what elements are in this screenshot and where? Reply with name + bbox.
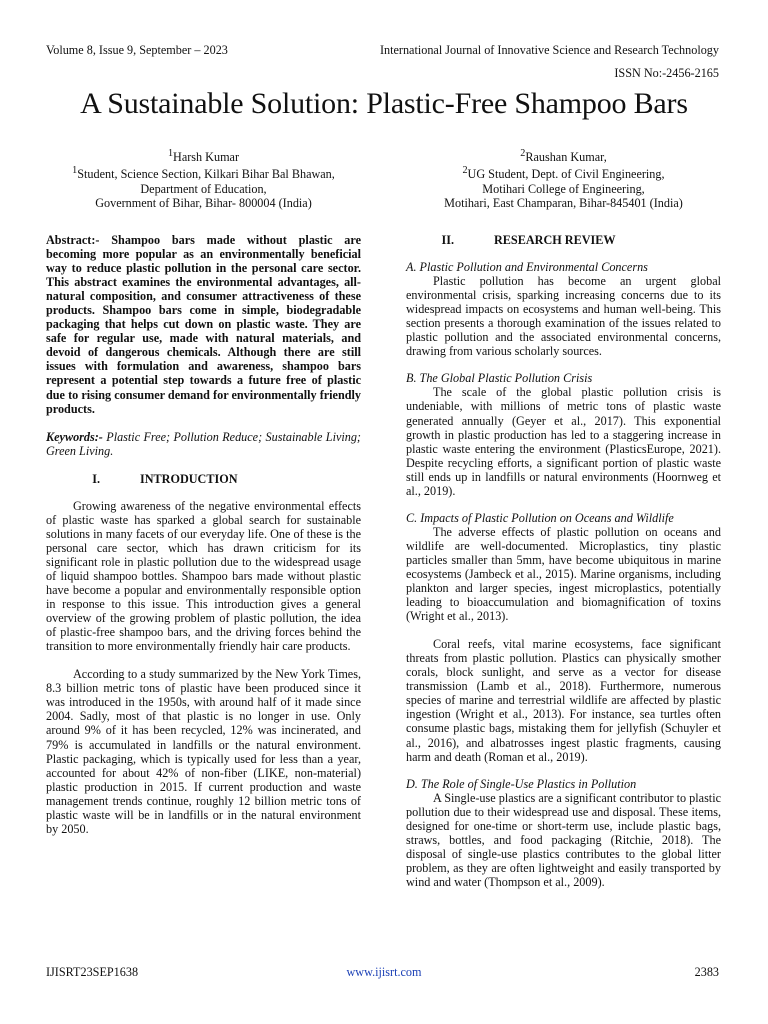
running-header-journal: International Journal of Innovative Science and Research Technology xyxy=(379,43,719,57)
author-name xyxy=(46,147,361,164)
page-number: 2383 xyxy=(694,965,719,979)
subsection-a-title: A. Plastic Pollution and Environmental Concerns xyxy=(406,260,648,275)
author-name-text: Raushan Kumar, xyxy=(525,150,607,165)
author-name xyxy=(406,147,721,164)
author-superscript: 2 xyxy=(520,148,526,159)
right-column xyxy=(406,233,721,889)
author-affiliation xyxy=(46,164,361,181)
author-block-1 xyxy=(46,147,361,210)
paper-title: A Sustainable Solution: Plastic-Free Shampoo Bars xyxy=(80,87,688,120)
section-number: I. xyxy=(92,471,100,486)
affiliation-line: Motihari College of Engineering, xyxy=(482,181,645,196)
author-affiliation xyxy=(406,164,721,181)
section-heading-introduction xyxy=(46,472,361,486)
intro-paragraph-2: According to a study summarized by the New York Times, 8.3 billion metric tons of plastic have been produced since it was introduced in the 1950s, with around half of it made since 2004. Sadly, most of that plastic is no longer in use. Only around 9% of it has been recycled, 12% was incinerated, and 79% is accumulated in landfills or the natural environment. Plastic packaging, which is typically used for less than a year, accounted for about 42% of non-fiber (LIKE, non-material) plastic production in 2015. If current production and waste management trends continue, roughly 12 billion metric tons of plastic waste will be in landfills or in the natural environment by 2050. xyxy=(46,667,361,836)
subsection-c-text-2: Coral reefs, vital marine ecosystems, face significant threats from plastic pollution. Plastics can physically smother corals, block sunlight, and serve as a vector for disease transmission (Lamb et al., 2018). Furthermore, numerous species of marine and terrestrial wildlife are affected by plastic ingestion (Wright et al., 2013). For instance, sea turtles often consume plastic bags, mistaking them for jellyfish (Schuyler et al., 2016), and albatrosses ingest plastic fragments, causing harm and death (Roman et al., 2019). xyxy=(406,637,721,764)
section-number: II. xyxy=(441,233,454,247)
section-heading-research-review xyxy=(406,233,721,247)
subsection-d-title: D. The Role of Single-Use Plastics in Pollution xyxy=(406,776,637,791)
author-name-text: Harsh Kumar xyxy=(173,150,240,165)
intro-paragraph-1: Growing awareness of the negative environmental effects of plastic waste has sparked a global search for sustainable solutions in many facets of our everyday life. One of these is the personal care sector, which has drawn criticism for its significant role in plastic pollution due to the widespread usage of liquid shampoo bottles. Shampoo bars made without plastic have become a popular and environmentally responsible option in response to this issue. This introduction gives a general overview of the growing problem of plastic pollution, the idea of plastic-free shampoo bars, and the driving forces behind the transition to more environmentally friendly hair care products. xyxy=(46,498,361,654)
subsection-b-text: The scale of the global plastic pollution crisis is undeniable, with millions of metric tons of plastic waste generated annually (Geyer et al., 2017). This exponential growth in plastic production has led to a staggering increase in plastic waste entering the environment (PlasticsEurope, 2021). Despite recycling efforts, a significant portion of plastic waste still ends up in landfills or natural environments (Hoornweg et al., 2019). xyxy=(406,385,721,498)
subsection-a-text: Plastic pollution has become an urgent global environmental crisis, sparking increasing concerns due to its widespread impacts on ecosystems and human well-being. This section presents a thorough examination of the issues related to plastic pollution and the associated environmental concerns, drawing from various scholarly sources. xyxy=(406,274,721,359)
running-header-volume: Volume 8, Issue 9, September – 2023 xyxy=(46,43,228,57)
affiliation-superscript: 2 xyxy=(462,165,468,177)
issn-number: ISSN No:-2456-2165 xyxy=(614,66,719,80)
left-column xyxy=(46,233,361,836)
abstract-label: Abstract:- xyxy=(46,233,100,247)
affiliation-line: Government of Bihar, Bihar- 800004 (India) xyxy=(95,195,312,210)
subsection-d-text: A Single-use plastics are a significant contributor to plastic pollution due to their widespread use and disposal. These items, designed for one-time or short-term use, include plastic bags, straws, bottles, and food packaging (Ritchie, 2018). The disposal of single-use plastics contributes to the global litter problem, as they are often lightweight and easily transported by wind and water (Thompson et al., 2009). xyxy=(406,790,721,889)
author-block-2 xyxy=(406,147,721,210)
keywords-text: Plastic Free; Pollution Reduce; Sustainable Living; Green Living. xyxy=(46,429,361,458)
subsection-c-title: C. Impacts of Plastic Pollution on Oceans and Wildlife xyxy=(406,510,674,525)
affiliation-superscript: 1 xyxy=(72,165,78,177)
abstract xyxy=(46,233,361,416)
subsection-c-text-1: The adverse effects of plastic pollution on oceans and wildlife are well-documented. Microplastics, tiny plastic particles smaller than 5mm, have become ubiquitous in marine ecosystems (Jambeck et al., 2015). Marine organisms, including plankton and larger species, ingest microplastics, potentially leading to bioaccumulation and biomagnification of toxins (Wright et al., 2013). xyxy=(406,524,721,624)
affiliation-line: UG Student, Dept. of Civil Engineering, xyxy=(467,167,665,182)
section-title: INTRODUCTION xyxy=(140,471,238,486)
affiliation-line: Department of Education, xyxy=(140,181,267,196)
section-title: RESEARCH REVIEW xyxy=(494,233,616,247)
journal-website-link[interactable]: www.ijisrt.com xyxy=(346,965,422,979)
subsection-b-title: B. The Global Plastic Pollution Crisis xyxy=(406,371,593,386)
keywords xyxy=(46,430,361,458)
abstract-text: Shampoo bars made without plastic are becoming more popular as an environmentally beneficial way to reduce plastic pollution in the personal care sector. This abstract examines the environmental advantages, all-natural composition, and consumer attractiveness of these products. Shampoo bars come in simple, biodegradable packaging that helps cut down on plastic waste. They are safe for regular use, made with natural materials, and devoid of dangerous chemicals. Although there are still issues with formulation and awareness, shampoo bars represent a potential step towards a future free of plastic due to rising consumer demand for environmentally friendly products. xyxy=(46,233,361,416)
keywords-label: Keywords:- xyxy=(46,429,103,444)
author-superscript: 1 xyxy=(167,148,174,159)
affiliation-line: Motihari, East Champaran, Bihar-845401 (India) xyxy=(444,195,683,210)
paper-id: IJISRT23SEP1638 xyxy=(46,965,139,979)
affiliation-line: Student, Science Section, Kilkari Bihar Bal Bhawan, xyxy=(77,167,335,182)
